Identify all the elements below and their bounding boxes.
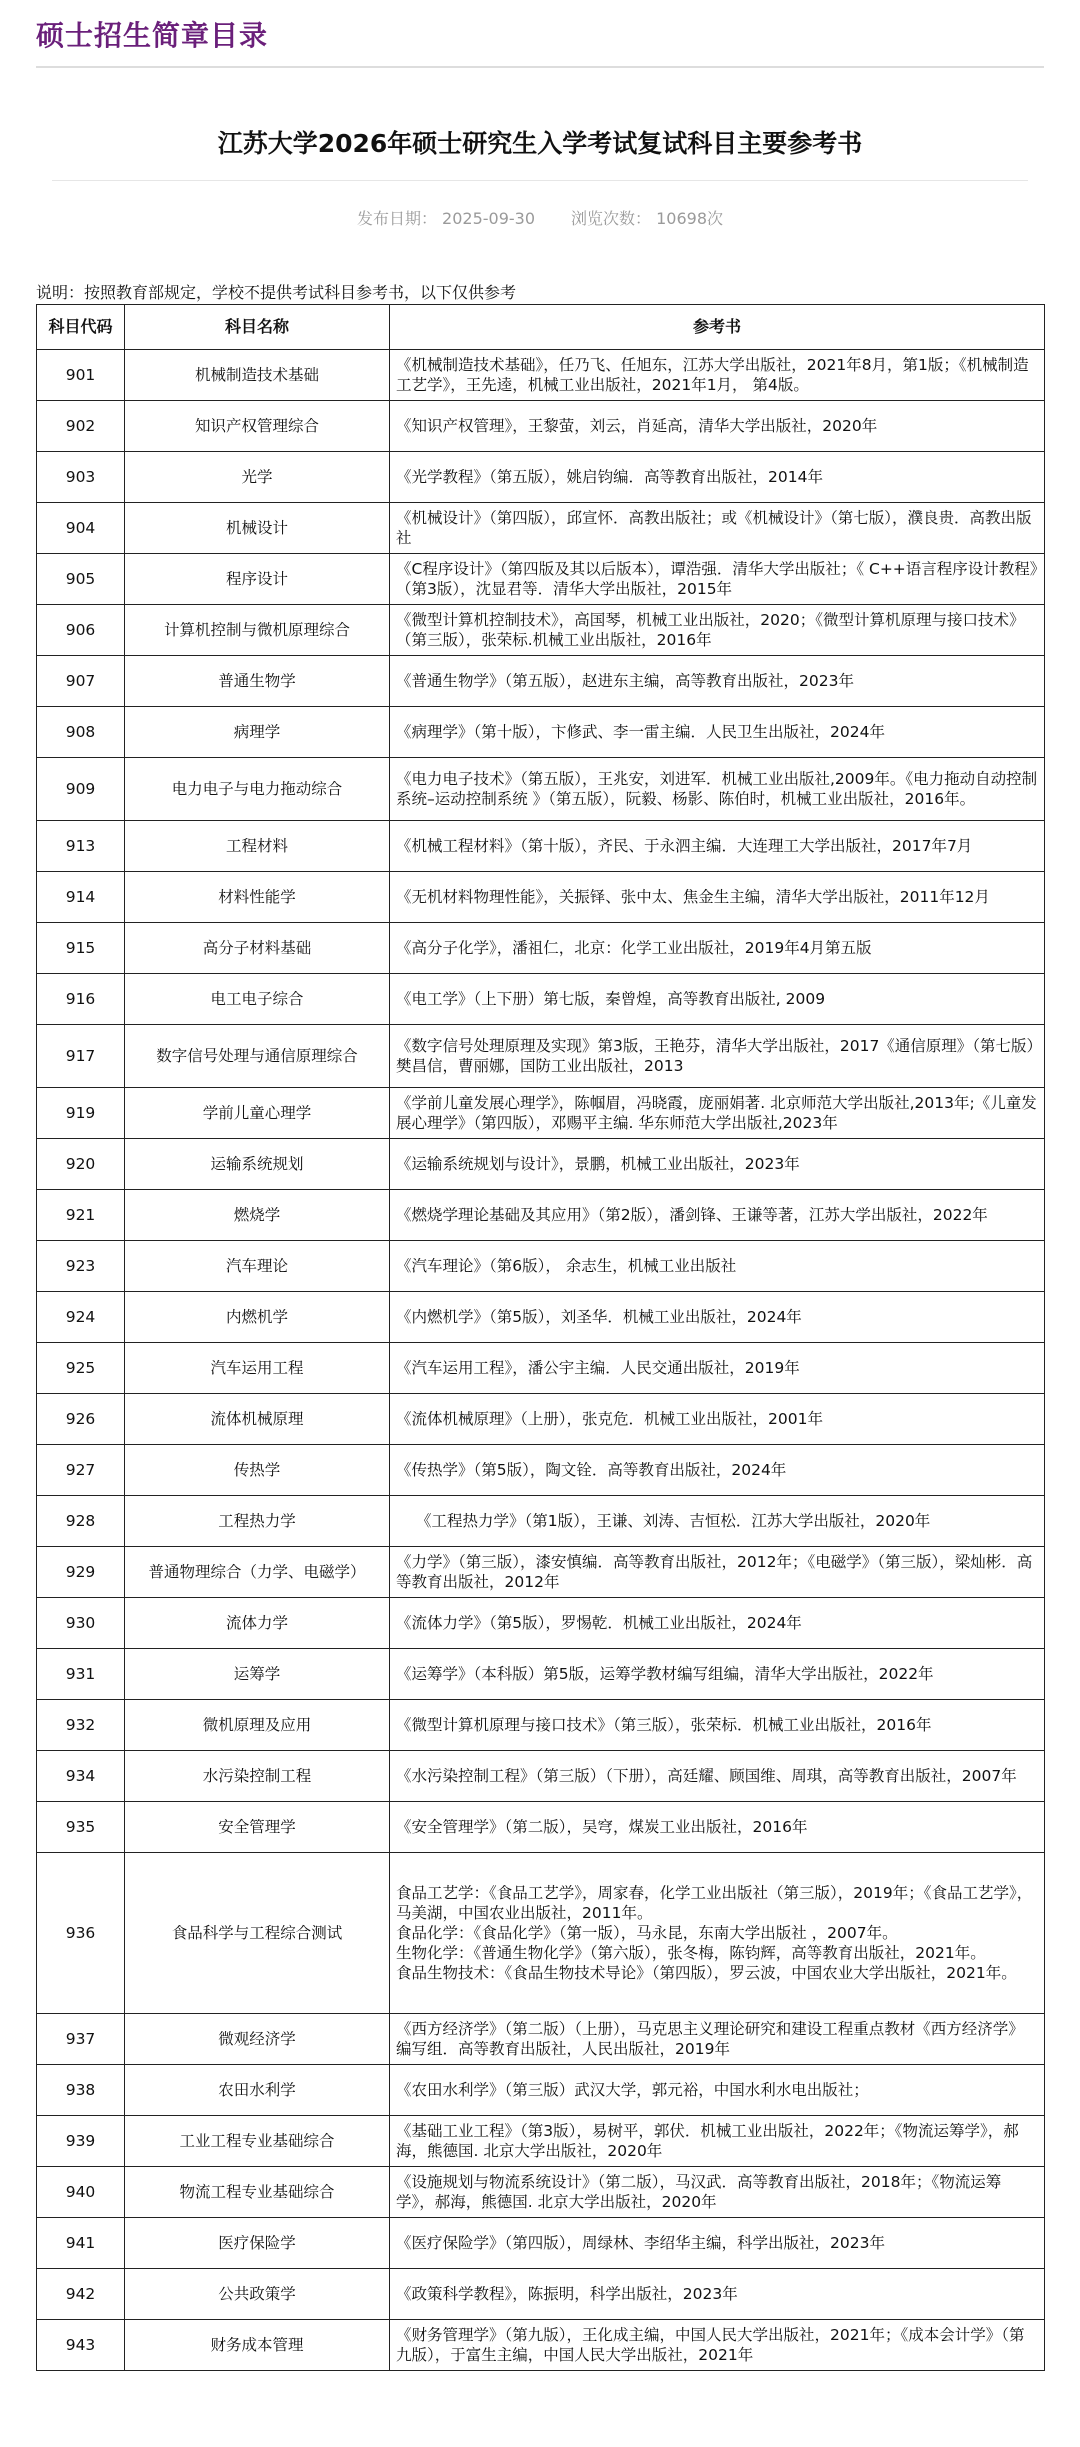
subject-code-cell: 906: [37, 605, 125, 656]
publish-date: 发布日期： 2025-09-30: [356, 209, 536, 228]
subject-code-cell: 942: [37, 2269, 125, 2320]
subject-code-cell: 940: [37, 2167, 125, 2218]
table-row: [37, 1343, 1045, 1394]
reference-book-cell: 《安全管理学》（第二版），吴穹，煤炭工业出版社，2016年: [390, 1802, 1045, 1853]
section-title[interactable]: 硕士招生简章目录: [36, 19, 269, 52]
subject-code-cell: 937: [37, 2014, 125, 2065]
subject-name-cell: 农田水利学: [125, 2065, 390, 2116]
reference-book-cell: 《光学教程》（第五版），姚启钧编．高等教育出版社，2014年: [390, 452, 1045, 503]
table-row: [37, 1598, 1045, 1649]
table-row: [37, 1649, 1045, 1700]
table-row: [37, 1853, 1045, 2014]
subject-name-cell: 工业工程专业基础综合: [125, 2116, 390, 2167]
subject-code-cell: 923: [37, 1241, 125, 1292]
table-row: [37, 554, 1045, 605]
subject-name-cell: 运输系统规划: [125, 1139, 390, 1190]
subject-code-cell: 926: [37, 1394, 125, 1445]
subject-code-cell: 935: [37, 1802, 125, 1853]
table-row: [37, 2014, 1045, 2065]
table-row: [37, 1025, 1045, 1088]
subject-name-cell: 光学: [125, 452, 390, 503]
subject-code-cell: 902: [37, 401, 125, 452]
subject-code-cell: 931: [37, 1649, 125, 1700]
subject-code-cell: 913: [37, 821, 125, 872]
reference-book-cell: 《电力电子技术》（第五版），王兆安，刘进军．机械工业出版社,2009年。《电力拖动自动控制系统–运动控制系统 》（第五版），阮毅、杨影、陈伯时，机械工业出版社，2016年。: [390, 758, 1045, 821]
reference-book-cell: 食品工艺学：《食品工艺学》，周家春，化学工业出版社（第三版），2019年；《食品工艺学》，马美湖，中国农业出版社，2011年。 食品化学：《食品化学》（第一版），马永昆，东南大学出版社 ，2007年。 生物化学：《普通生物化学》（第六版），张冬梅，陈钧辉，高等教育出版社，2021年。 食品生物技术：《食品生物技术导论》（第四版），罗云波，中国农业大学出版社，2021年。: [390, 1853, 1045, 2014]
reference-book-table: [36, 304, 1045, 2371]
subject-code-cell: 904: [37, 503, 125, 554]
subject-code-cell: 924: [37, 1292, 125, 1343]
subject-name-cell: 数字信号处理与通信原理综合: [125, 1025, 390, 1088]
subject-name-cell: 工程热力学: [125, 1496, 390, 1547]
reference-book-cell: 《运筹学》（本科版）第5版，运筹学教材编写组编，清华大学出版社，2022年: [390, 1649, 1045, 1700]
table-row: [37, 1241, 1045, 1292]
reference-book-cell: 《无机材料物理性能》，关振铎、张中太、焦金生主编，清华大学出版社，2011年12月: [390, 872, 1045, 923]
reference-book-cell: 《微型计算机原理与接口技术》（第三版），张荣标．机械工业出版社，2016年: [390, 1700, 1045, 1751]
subject-code-cell: 939: [37, 2116, 125, 2167]
reference-book-cell: 《设施规划与物流系统设计》（第二版），马汉武．高等教育出版社，2018年；《物流运筹学》，郝海，熊德国. 北京大学出版社，2020年: [390, 2167, 1045, 2218]
subject-name-cell: 物流工程专业基础综合: [125, 2167, 390, 2218]
subject-code-cell: 925: [37, 1343, 125, 1394]
table-row: [37, 1139, 1045, 1190]
subject-name-cell: 普通生物学: [125, 656, 390, 707]
subject-code-cell: 909: [37, 758, 125, 821]
reference-book-cell: 《传热学》（第5版），陶文铨．高等教育出版社，2024年: [390, 1445, 1045, 1496]
subject-name-cell: 汽车运用工程: [125, 1343, 390, 1394]
subject-code-cell: 934: [37, 1751, 125, 1802]
reference-book-cell: 《微型计算机控制技术》，高国琴，机械工业出版社，2020；《微型计算机原理与接口技术》（第三版），张荣标.机械工业出版社，2016年: [390, 605, 1045, 656]
reference-book-cell: 《财务管理学》（第九版），王化成主编，中国人民大学出版社，2021年；《成本会计学》（第九版），于富生主编，中国人民大学出版社，2021年: [390, 2320, 1045, 2371]
table-row: [37, 605, 1045, 656]
subject-name-cell: 程序设计: [125, 554, 390, 605]
subject-name-cell: 机械设计: [125, 503, 390, 554]
reference-book-cell: 《机械工程材料》（第十版），齐民、于永泗主编．大连理工大学出版社，2017年7月: [390, 821, 1045, 872]
subject-name-cell: 流体机械原理: [125, 1394, 390, 1445]
table-row: [37, 974, 1045, 1025]
table-row: [37, 1802, 1045, 1853]
table-row: [37, 1496, 1045, 1547]
subject-code-cell: 914: [37, 872, 125, 923]
divider: [36, 66, 1044, 68]
table-row: [37, 1547, 1045, 1598]
table-row: [37, 503, 1045, 554]
reference-book-cell: 《燃烧学理论基础及其应用》（第2版），潘剑锋、王谦等著，江苏大学出版社，2022年: [390, 1190, 1045, 1241]
reference-book-cell: 《农田水利学》（第三版）武汉大学，郭元裕，中国水利水电出版社；: [390, 2065, 1045, 2116]
table-row: [37, 401, 1045, 452]
reference-book-cell: 《汽车运用工程》，潘公宇主编．人民交通出版社，2019年: [390, 1343, 1045, 1394]
subject-code-cell: 936: [37, 1853, 125, 2014]
subject-code-cell: 932: [37, 1700, 125, 1751]
subject-name-cell: 汽车理论: [125, 1241, 390, 1292]
subject-code-cell: 929: [37, 1547, 125, 1598]
reference-book-cell: 《工程热力学》（第1版），王谦、刘涛、吉恒松．江苏大学出版社，2020年: [390, 1496, 1045, 1547]
table-row: [37, 1190, 1045, 1241]
reference-book-cell: 《知识产权管理》，王黎萤，刘云，肖延高，清华大学出版社，2020年: [390, 401, 1045, 452]
subject-name-cell: 安全管理学: [125, 1802, 390, 1853]
subject-name-cell: 病理学: [125, 707, 390, 758]
table-row: [37, 1088, 1045, 1139]
subject-name-cell: 财务成本管理: [125, 2320, 390, 2371]
reference-book-cell: 《电工学》（上下册）第七版，秦曾煌，高等教育出版社, 2009: [390, 974, 1045, 1025]
subject-name-cell: 电力电子与电力拖动综合: [125, 758, 390, 821]
table-row: [37, 1445, 1045, 1496]
table-row: [37, 1700, 1045, 1751]
table-row: [37, 2116, 1045, 2167]
table-row: [37, 1292, 1045, 1343]
subject-name-cell: 运筹学: [125, 1649, 390, 1700]
table-row: [37, 2269, 1045, 2320]
reference-book-cell: 《力学》（第三版），漆安慎编．高等教育出版社，2012年；《电磁学》（第三版），梁灿彬．高等教育出版社，2012年: [390, 1547, 1045, 1598]
reference-book-cell: 《病理学》（第十版），卞修武、李一雷主编．人民卫生出版社，2024年: [390, 707, 1045, 758]
subject-name-cell: 计算机控制与微机原理综合: [125, 605, 390, 656]
subject-code-cell: 917: [37, 1025, 125, 1088]
article-meta: [0, 206, 1080, 229]
subject-name-cell: 材料性能学: [125, 872, 390, 923]
subject-code-cell: 920: [37, 1139, 125, 1190]
reference-book-cell: 《政策科学教程》，陈振明，科学出版社，2023年: [390, 2269, 1045, 2320]
subject-name-cell: 内燃机学: [125, 1292, 390, 1343]
subject-code-cell: 921: [37, 1190, 125, 1241]
subject-name-cell: 公共政策学: [125, 2269, 390, 2320]
subject-name-cell: 学前儿童心理学: [125, 1088, 390, 1139]
subject-code-cell: 928: [37, 1496, 125, 1547]
reference-book-cell: 《运输系统规划与设计》，景鹏，机械工业出版社，2023年: [390, 1139, 1045, 1190]
table-row: [37, 707, 1045, 758]
reference-book-cell: 《学前儿童发展心理学》，陈帼眉，冯晓霞，庞丽娟著. 北京师范大学出版社,2013年;《儿童发展心理学》（第四版），邓赐平主编. 华东师范大学出版社,2023年: [390, 1088, 1045, 1139]
subject-code-cell: 915: [37, 923, 125, 974]
subject-code-cell: 903: [37, 452, 125, 503]
column-header-reference: 参考书: [390, 305, 1045, 350]
subject-code-cell: 927: [37, 1445, 125, 1496]
reference-book-cell: 《汽车理论》（第6版）， 余志生，机械工业出版社: [390, 1241, 1045, 1292]
subject-code-cell: 916: [37, 974, 125, 1025]
subject-code-cell: 943: [37, 2320, 125, 2371]
reference-book-cell: 《流体机械原理》（上册），张克危．机械工业出版社，2001年: [390, 1394, 1045, 1445]
table-row: [37, 350, 1045, 401]
table-row: [37, 2218, 1045, 2269]
divider: [52, 180, 1028, 181]
page-title: 江苏大学2026年硕士研究生入学考试复试科目主要参考书: [217, 129, 863, 158]
reference-book-cell: 《西方经济学》（第二版）（上册），马克思主义理论研究和建设工程重点教材《西方经济学》编写组．高等教育出版社，人民出版社，2019年: [390, 2014, 1045, 2065]
subject-code-cell: 938: [37, 2065, 125, 2116]
subject-code-cell: 908: [37, 707, 125, 758]
reference-book-cell: 《高分子化学》，潘祖仁，北京：化学工业出版社，2019年4月第五版: [390, 923, 1045, 974]
view-count: 浏览次数： 10698次: [571, 209, 724, 228]
table-row: [37, 2065, 1045, 2116]
table-row: [37, 758, 1045, 821]
reference-book-cell: 《机械制造技术基础》，任乃飞、任旭东，江苏大学出版社，2021年8月，第1版；《机械制造工艺学》，王先逵，机械工业出版社，2021年1月， 第4版。: [390, 350, 1045, 401]
table-row: [37, 1394, 1045, 1445]
reference-book-cell: 《普通生物学》（第五版），赵进东主编，高等教育出版社，2023年: [390, 656, 1045, 707]
column-header-name: 科目名称: [125, 305, 390, 350]
subject-name-cell: 流体力学: [125, 1598, 390, 1649]
subject-name-cell: 传热学: [125, 1445, 390, 1496]
subject-name-cell: 高分子材料基础: [125, 923, 390, 974]
subject-code-cell: 901: [37, 350, 125, 401]
subject-code-cell: 907: [37, 656, 125, 707]
subject-name-cell: 食品科学与工程综合测试: [125, 1853, 390, 2014]
subject-code-cell: 919: [37, 1088, 125, 1139]
subject-name-cell: 知识产权管理综合: [125, 401, 390, 452]
table-row: [37, 2167, 1045, 2218]
note-text: 说明：按照教育部规定，学校不提供考试科目参考书，以下仅供参考: [36, 283, 517, 302]
subject-name-cell: 工程材料: [125, 821, 390, 872]
subject-name-cell: 水污染控制工程: [125, 1751, 390, 1802]
subject-code-cell: 930: [37, 1598, 125, 1649]
table-row: [37, 1751, 1045, 1802]
reference-book-cell: 《数字信号处理原理及实现》第3版，王艳芬，清华大学出版社，2017《通信原理》（第七版）樊昌信，曹丽娜，国防工业出版社，2013: [390, 1025, 1045, 1088]
subject-name-cell: 微机原理及应用: [125, 1700, 390, 1751]
table-row: [37, 821, 1045, 872]
table-row: [37, 923, 1045, 974]
table-row: [37, 656, 1045, 707]
reference-book-cell: 《水污染控制工程》（第三版）（下册），高廷耀、顾国维、周琪，高等教育出版社，2007年: [390, 1751, 1045, 1802]
reference-book-cell: 《基础工业工程》（第3版），易树平，郭伏．机械工业出版社，2022年；《物流运筹学》，郝海，熊德国. 北京大学出版社，2020年: [390, 2116, 1045, 2167]
table-row: [37, 2320, 1045, 2371]
subject-name-cell: 电工电子综合: [125, 974, 390, 1025]
reference-book-cell: 《C程序设计》（第四版及其以后版本），谭浩强．清华大学出版社；《 C++语言程序设计教程》（第3版），沈显君等．清华大学出版社，2015年: [390, 554, 1045, 605]
reference-book-cell: 《内燃机学》（第5版），刘圣华．机械工业出版社，2024年: [390, 1292, 1045, 1343]
subject-code-cell: 905: [37, 554, 125, 605]
subject-name-cell: 机械制造技术基础: [125, 350, 390, 401]
reference-book-cell: 《医疗保险学》（第四版），周绿林、李绍华主编，科学出版社，2023年: [390, 2218, 1045, 2269]
reference-book-cell: 《机械设计》（第四版），邱宣怀．高教出版社；或《机械设计》（第七版），濮良贵．高教出版社: [390, 503, 1045, 554]
reference-book-cell: 《流体力学》（第5版），罗惕乾．机械工业出版社，2024年: [390, 1598, 1045, 1649]
subject-name-cell: 燃烧学: [125, 1190, 390, 1241]
subject-name-cell: 普通物理综合（力学、电磁学）: [125, 1547, 390, 1598]
subject-name-cell: 医疗保险学: [125, 2218, 390, 2269]
subject-name-cell: 微观经济学: [125, 2014, 390, 2065]
table-header-row: [37, 305, 1045, 350]
subject-code-cell: 941: [37, 2218, 125, 2269]
table-row: [37, 452, 1045, 503]
column-header-code: 科目代码: [37, 305, 125, 350]
table-row: [37, 872, 1045, 923]
